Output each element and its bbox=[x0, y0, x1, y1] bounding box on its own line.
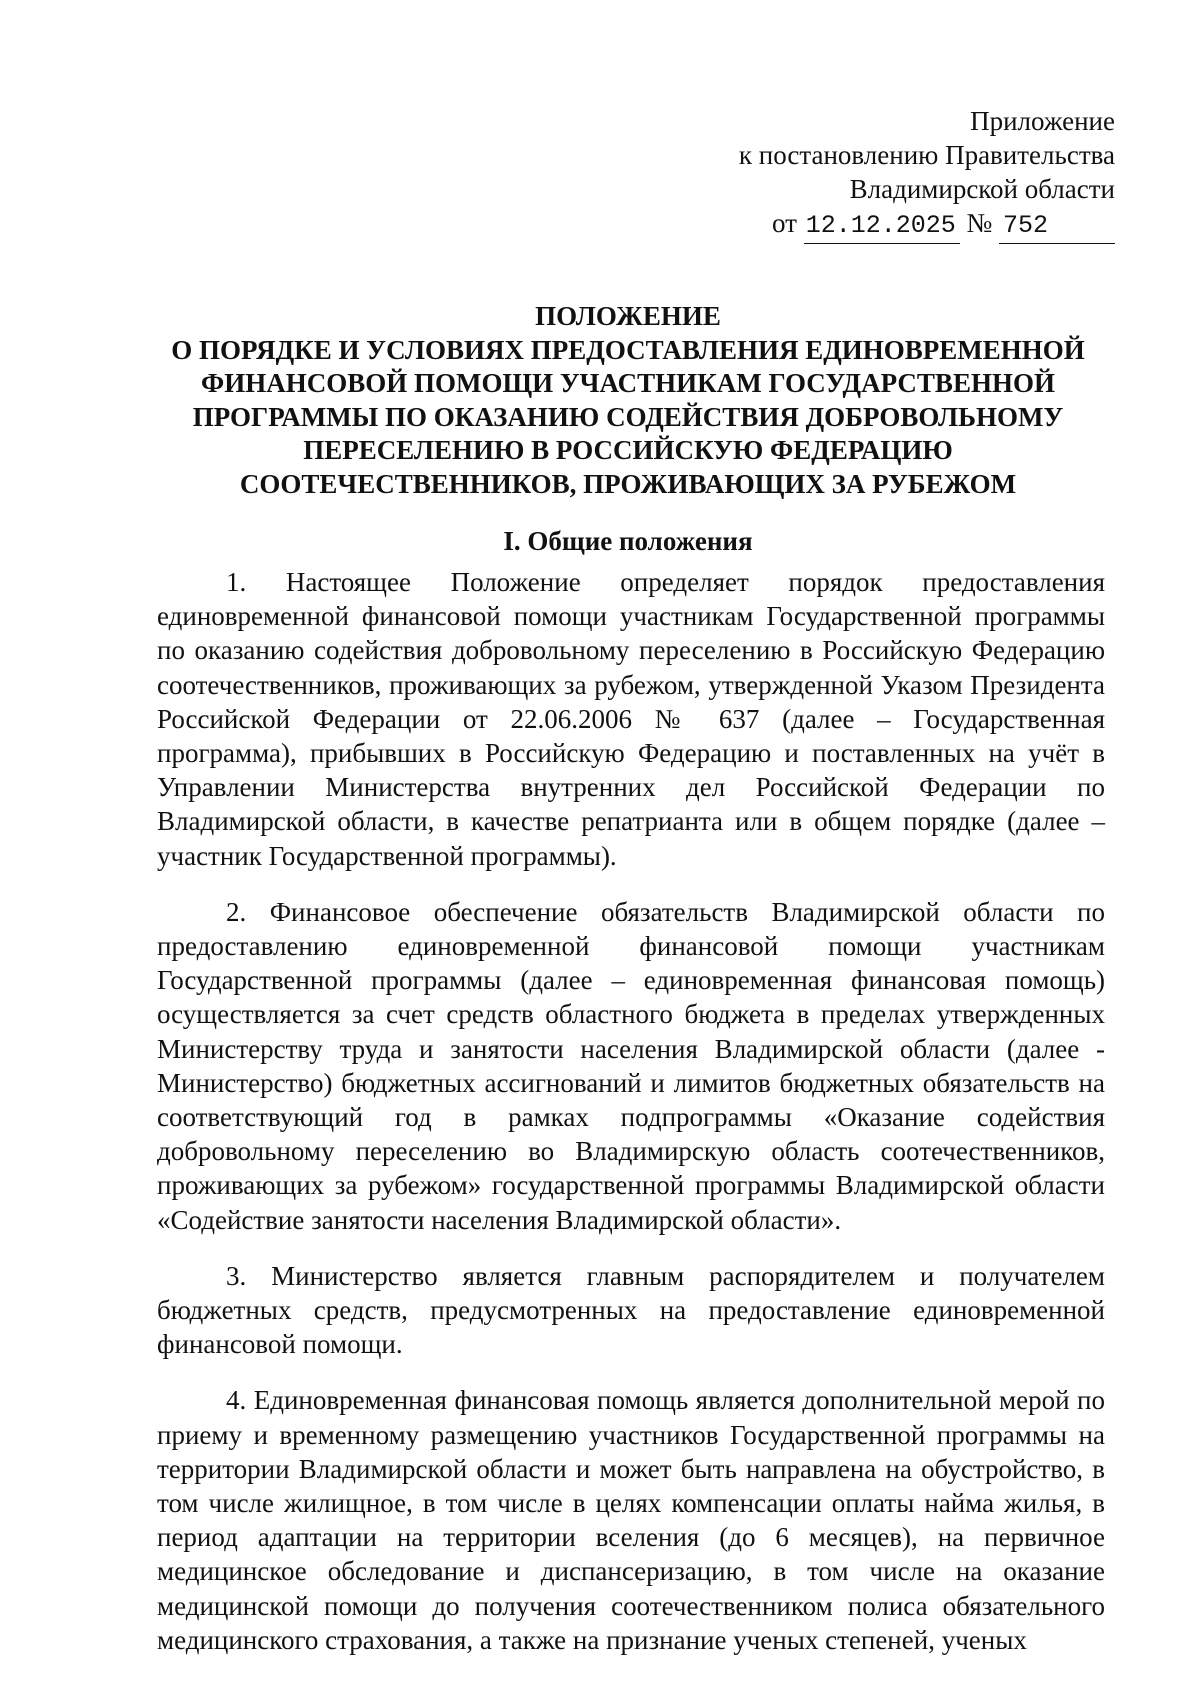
appendix-number: 752 bbox=[999, 209, 1115, 244]
paragraph-1: 1. Настоящее Положение определяет порядок предоставления единовременной финансовой помощи участникам Государственной программы по оказанию содействия добровольному переселению в Российскую Федерацию соотечественников, проживающих за рубежом, утвержденной Указом Президента Российской Федерации от 22.06.2006 № 637 (далее – Государственная программа), прибывших в Российскую Федерацию и поставленных на учёт в Управлении Министерства внутренних дел Российской Федерации по Владимирской области, в качестве репатрианта или в общем порядке (далее – участник Государственной программы). bbox=[157, 567, 1105, 871]
paragraph-3: 3. Министерство является главным распорядителем и получателем бюджетных средств, предусмотренных на предоставление единовременной финансовой помощи. bbox=[157, 1260, 1105, 1360]
title-line: О ПОРЯДКЕ И УСЛОВИЯХ ПРЕДОСТАВЛЕНИЯ ЕДИНОВРЕМЕННОЙ bbox=[171, 334, 1085, 365]
appendix-resolution: к постановлению Правительства bbox=[738, 140, 1115, 170]
section-heading: I. Общие положения bbox=[503, 526, 753, 556]
appendix-date-prefix: от bbox=[772, 208, 797, 238]
appendix-block bbox=[635, 104, 1115, 244]
title-line: ПЕРЕСЕЛЕНИЮ В РОССИЙСКУЮ ФЕДЕРАЦИЮ bbox=[303, 435, 953, 465]
document-title bbox=[150, 300, 1106, 501]
appendix-number-sign: № bbox=[966, 208, 993, 238]
paragraph-4: 4. Единовременная финансовая помощь является дополнительной мерой по приему и временному размещению участников Государственной программы на территории Владимирской области и может быть направлена на обустройство, в том числе жилищное, в том числе в целях компенсации оплаты найма жилья, в период адаптации на территории вселения (до 6 месяцев), на первичное медицинское обследование и диспансеризацию, в том числе на оказание медицинской помощи до получения соотечественником полиса обязательного медицинского страхования, а также на признание ученых степеней, ученых bbox=[157, 1385, 1105, 1655]
title-line: СООТЕЧЕСТВЕННИКОВ, ПРОЖИВАЮЩИХ ЗА РУБЕЖОМ bbox=[239, 468, 1017, 499]
appendix-label: Приложение bbox=[970, 106, 1115, 136]
appendix-region: Владимирской области bbox=[849, 174, 1115, 204]
title-line: ПРОГРАММЫ ПО ОКАЗАНИЮ СОДЕЙСТВИЯ ДОБРОВОЛЬНОМУ bbox=[192, 401, 1064, 432]
title-line: ПОЛОЖЕНИЕ bbox=[535, 301, 721, 331]
paragraph-2: 2. Финансовое обеспечение обязательств Владимирской области по предоставлению единовременной финансовой помощи участникам Государственной программы (далее – единовременная финансовая помощь) осуществляется за счет средств областного бюджета в пределах утвержденных Министерству труда и занятости населения Владимирской области (далее - Министерство) бюджетных ассигнований и лимитов бюджетных обязательств на соответствующий год в рамках подпрограммы «Оказание содействия добровольному переселению во Владимирскую область соотечественников, проживающих за рубежом» государственной программы Владимирской области «Содействие занятости населения Владимирской области». bbox=[157, 896, 1105, 1235]
document-body bbox=[157, 565, 1105, 1657]
appendix-date-line bbox=[635, 206, 1115, 244]
appendix-date: 12.12.2025 bbox=[804, 209, 960, 244]
title-line: ФИНАНСОВОЙ ПОМОЩИ УЧАСТНИКАМ ГОСУДАРСТВЕННОЙ bbox=[201, 368, 1055, 398]
